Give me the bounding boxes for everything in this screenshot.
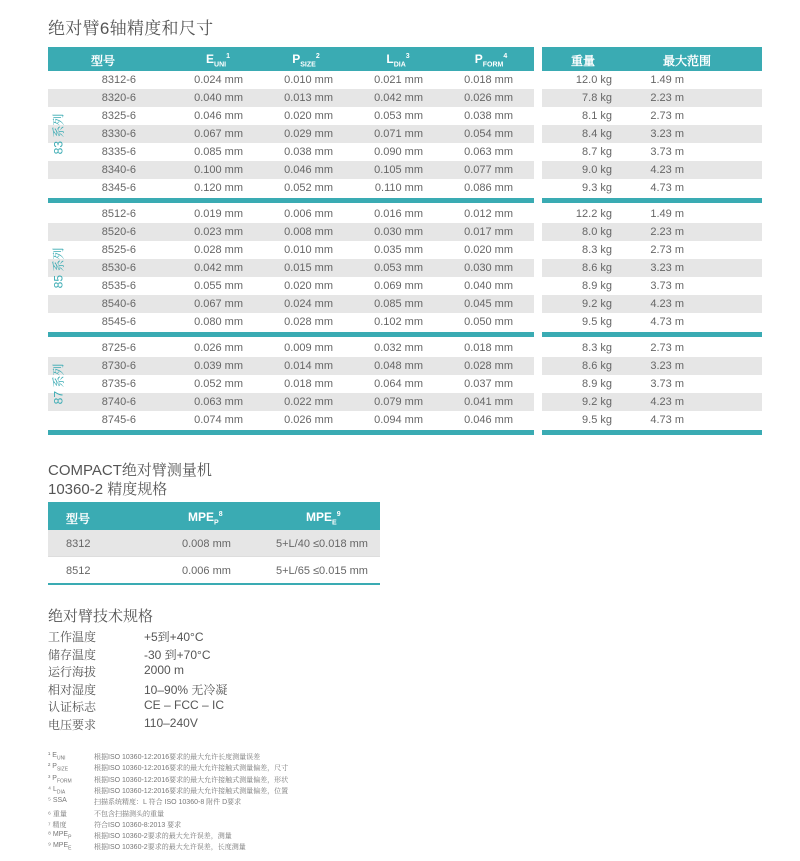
cell-ldia: 0.053 mm [374,110,423,122]
cell-ldia: 0.032 mm [374,342,423,354]
cell-euni: 0.067 mm [194,298,243,310]
compact-header-model: 型号 [66,512,91,526]
cell-psize: 0.018 mm [284,378,333,390]
cell-model: 8335-6 [101,146,136,158]
table-row [48,179,762,197]
cell-weight: 8.0 kg [582,226,612,238]
cell-euni: 0.085 mm [194,146,243,158]
footnote-key: ⁶ 重量 [48,810,67,818]
cell-psize: 0.010 mm [284,74,333,86]
cell-range: 4.73 m [650,414,684,426]
cell-psize: 0.020 mm [284,280,333,292]
cell-euni: 0.067 mm [194,128,243,140]
cell-euni: 0.046 mm [194,110,243,122]
cell-range: 4.23 m [650,396,684,408]
table-row [48,313,762,331]
cell-pform: 0.086 mm [464,182,513,194]
spec-row [48,681,348,697]
cell-ldia: 0.094 mm [374,414,423,426]
table-row [48,205,762,223]
table-row [48,375,762,393]
table-row [48,339,762,357]
cell-range: 3.73 m [650,146,684,158]
table-row [48,143,762,161]
cell-range: 4.23 m [650,298,684,310]
cell-euni: 0.042 mm [194,262,243,274]
group-divider-left [48,430,534,435]
cell-pform: 0.028 mm [464,360,513,372]
cell-weight: 12.0 kg [575,74,612,86]
spec-key: 运行海拔 [48,665,97,679]
cell-psize: 0.038 mm [284,146,333,158]
spec-row [48,646,348,662]
cell-pform: 0.017 mm [464,226,513,238]
footnote-text: 根据ISO 10360-12:2016要求的最大允许接触式测量偏差，尺寸 [94,765,289,773]
cell-euni: 0.039 mm [194,360,243,372]
spec-row [48,698,348,714]
cell-euni: 0.019 mm [194,208,243,220]
cell-ldia: 0.079 mm [374,396,423,408]
footnote [48,786,368,796]
series-label: 87 系列 [51,363,66,405]
compact-cell-mpee: 5+L/40 ≤0.018 mm [276,538,368,550]
cell-ldia: 0.021 mm [374,74,423,86]
cell-ldia: 0.042 mm [374,92,423,104]
cell-pform: 0.020 mm [464,244,513,256]
cell-weight: 9.2 kg [582,298,612,310]
spec-value: 2000 m [144,663,185,677]
cell-psize: 0.052 mm [284,182,333,194]
compact-cell-mpep: 0.008 mm [182,538,231,550]
cell-model: 8725-6 [101,342,136,354]
cell-model: 8740-6 [101,396,136,408]
cell-pform: 0.018 mm [464,342,513,354]
table-row [48,557,380,584]
footnote-key: ⁴ $L_{DIA}$ [48,785,66,796]
cell-model: 8530-6 [101,262,136,274]
cell-euni: 0.023 mm [194,226,243,238]
cell-model: 8540-6 [101,298,136,310]
cell-pform: 0.046 mm [464,414,513,426]
cell-model: 8730-6 [101,360,136,372]
cell-euni: 0.040 mm [194,92,243,104]
table-row [48,223,762,241]
header-pform: $P_{FORM}^4$ [474,52,508,69]
cell-weight: 8.6 kg [582,360,612,372]
series-label: 83 系列 [51,113,66,155]
table-header-right [542,47,762,71]
cell-ldia: 0.064 mm [374,378,423,390]
cell-psize: 0.006 mm [284,208,333,220]
cell-psize: 0.008 mm [284,226,333,238]
cell-euni: 0.100 mm [194,164,243,176]
header-range: 最大范围 [662,54,711,68]
cell-weight: 9.5 kg [582,414,612,426]
cell-euni: 0.074 mm [194,414,243,426]
footnote-text: 符合ISO 10360-8:2013 要求 [94,821,182,829]
cell-pform: 0.012 mm [464,208,513,220]
cell-range: 3.23 m [650,128,684,140]
cell-pform: 0.018 mm [464,74,513,86]
footnote [48,842,368,852]
cell-pform: 0.050 mm [464,316,513,328]
footnote [48,797,368,807]
footnote [48,809,368,819]
table-row [48,295,762,313]
footnote-text: 不包含扫描测头的重量 [94,810,164,818]
cell-pform: 0.077 mm [464,164,513,176]
spec-value: -30 到+70°C [144,647,211,662]
cell-weight: 8.3 kg [582,342,612,354]
footnote-key: ³ $P_{FORM}$ [48,774,72,784]
cell-model: 8345-6 [101,182,136,194]
cell-range: 4.73 m [650,182,684,194]
cell-model: 8520-6 [101,226,136,238]
cell-weight: 12.2 kg [575,208,612,220]
cell-model: 8512-6 [101,208,136,220]
cell-euni: 0.080 mm [194,316,243,328]
header-euni: $E_{UNI}^1$ [206,52,230,69]
footnote-key: ⁸ $MPE_P$ [48,831,72,841]
header-psize: $P_{SIZE}^2$ [292,52,320,69]
cell-euni: 0.120 mm [194,182,243,194]
cell-ldia: 0.105 mm [374,164,423,176]
table-row [48,357,762,375]
footnote-key: ⁷ 精度 [48,821,67,829]
compact-table-bottom-rule [48,583,380,585]
cell-psize: 0.014 mm [284,360,333,372]
compact-title-line2: 10360-2 精度规格 [48,481,168,498]
spec-value: CE – FCC – IC [144,698,225,712]
table-row [48,241,762,259]
compact-cell-model: 8512 [66,565,91,577]
cell-range: 2.73 m [650,342,684,354]
cell-pform: 0.063 mm [464,146,513,158]
table-header-left [48,47,534,71]
group-divider-left [48,198,534,203]
compact-table-header [48,502,380,530]
cell-weight: 8.9 kg [582,378,612,390]
spec-row [48,663,348,679]
cell-psize: 0.013 mm [284,92,333,104]
footnote [48,763,368,773]
cell-model: 8340-6 [101,164,136,176]
cell-model: 8535-6 [101,280,136,292]
cell-pform: 0.054 mm [464,128,513,140]
cell-range: 2.73 m [650,244,684,256]
table-row [48,259,762,277]
footnote-text: 扫描系统精度：L 符合 ISO 10360-8 附件 D要求 [94,799,242,807]
table-row [48,530,380,557]
cell-ldia: 0.048 mm [374,360,423,372]
table-row [48,71,762,89]
compact-header-mpep: $MPE_P^8$ [188,510,223,527]
group-divider-right [542,430,762,435]
cell-weight: 8.6 kg [582,262,612,274]
footnote-text: 根据ISO 10360-12:2016要求的最大允许长度测量误差 [94,754,261,761]
compact-title-line1: COMPACT绝对臂测量机 [48,462,212,479]
cell-ldia: 0.035 mm [374,244,423,256]
group-divider-right [542,332,762,337]
footnote-key: ² $P_{SIZE}$ [48,763,69,773]
cell-psize: 0.015 mm [284,262,333,274]
spec-row [48,716,348,732]
cell-model: 8735-6 [101,378,136,390]
spec-key: 认证标志 [48,700,97,714]
cell-range: 4.23 m [650,164,684,176]
cell-euni: 0.026 mm [194,342,243,354]
cell-model: 8745-6 [101,414,136,426]
cell-range: 2.73 m [650,110,684,122]
cell-weight: 8.7 kg [582,146,612,158]
cell-euni: 0.052 mm [194,378,243,390]
specs-title: 绝对臂技术规格 [48,608,154,625]
cell-range: 1.49 m [650,208,684,220]
cell-weight: 9.3 kg [582,182,612,194]
table-row [48,393,762,411]
cell-model: 8525-6 [101,244,136,256]
cell-range: 3.23 m [650,262,684,274]
cell-pform: 0.026 mm [464,92,513,104]
cell-pform: 0.045 mm [464,298,513,310]
footnote [48,752,368,762]
cell-pform: 0.041 mm [464,396,513,408]
spec-value: 110–240V [144,715,198,730]
footnote-key: ⁹ $MPE_E$ [48,842,72,852]
cell-psize: 0.046 mm [284,164,333,176]
footnote [48,775,368,785]
footnote [48,820,368,830]
cell-psize: 0.026 mm [284,414,333,426]
spec-key: 相对湿度 [48,682,97,697]
cell-model: 8325-6 [101,110,136,122]
table-row [48,277,762,295]
spec-key: 工作温度 [48,630,97,644]
cell-model: 8545-6 [101,316,136,328]
cell-model: 8312-6 [101,74,136,86]
header-ldia: $L_{DIA}^3$ [386,52,410,69]
header-model: 型号 [90,54,115,68]
footnote-key: ⁵ SSA [48,797,67,805]
cell-pform: 0.040 mm [464,280,513,292]
cell-range: 2.23 m [650,226,684,238]
cell-psize: 0.010 mm [284,244,333,256]
cell-ldia: 0.102 mm [374,316,423,328]
cell-ldia: 0.090 mm [374,146,423,158]
cell-ldia: 0.053 mm [374,262,423,274]
cell-euni: 0.028 mm [194,244,243,256]
cell-model: 8320-6 [101,92,136,104]
spec-key: 电压要求 [48,717,97,732]
cell-ldia: 0.085 mm [374,298,423,310]
cell-psize: 0.022 mm [284,396,333,408]
compact-cell-model: 8312 [66,538,91,550]
table-row [48,411,762,429]
cell-pform: 0.030 mm [464,262,513,274]
page-title: 绝对臂6轴精度和尺寸 [48,19,214,38]
cell-ldia: 0.030 mm [374,226,423,238]
table-row [48,89,762,107]
footnote-text: 根据ISO 10360-12:2016要求的最大允许接触式测量偏差，位置 [94,787,289,795]
compact-header-mpee: $MPE_E^9$ [306,510,341,527]
cell-weight: 7.8 kg [582,92,612,104]
group-divider-right [542,198,762,203]
table-row [48,107,762,125]
footnote-key: ¹ $E_{UNI}$ [48,752,66,762]
cell-psize: 0.020 mm [284,110,333,122]
cell-weight: 8.9 kg [582,280,612,292]
table-row [48,125,762,143]
cell-weight: 9.0 kg [582,164,612,176]
spec-value: +5到+40°C [144,630,204,644]
cell-weight: 9.5 kg [582,316,612,328]
footnote [48,831,368,841]
footnote-text: 根据ISO 10360-12:2016要求的最大允许接触式测量偏差，形状 [94,776,289,784]
cell-euni: 0.024 mm [194,74,243,86]
series-label: 85 系列 [51,247,66,289]
cell-euni: 0.055 mm [194,280,243,292]
cell-psize: 0.029 mm [284,128,333,140]
header-weight: 重量 [570,54,595,68]
cell-ldia: 0.069 mm [374,280,423,292]
cell-model: 8330-6 [101,128,136,140]
footnote-text: 根据ISO 10360-2要求的最大允许误差，长度测量 [94,844,246,852]
cell-weight: 8.3 kg [582,244,612,256]
spec-value: 10–90% 无冷凝 [144,682,228,697]
compact-cell-mpee: 5+L/65 ≤0.015 mm [276,565,368,577]
cell-pform: 0.037 mm [464,378,513,390]
cell-ldia: 0.071 mm [374,128,423,140]
cell-range: 2.23 m [650,92,684,104]
cell-range: 3.23 m [650,360,684,372]
spec-row [48,628,348,644]
spec-key: 储存温度 [48,647,97,662]
cell-range: 1.49 m [650,74,684,86]
cell-weight: 8.4 kg [582,128,612,140]
cell-ldia: 0.110 mm [374,182,423,194]
group-divider-left [48,332,534,337]
cell-range: 3.73 m [650,280,684,292]
footnote-text: 根据ISO 10360-2要求的最大允许误差，测量 [94,833,232,841]
cell-weight: 9.2 kg [582,396,612,408]
cell-psize: 0.028 mm [284,316,333,328]
cell-euni: 0.063 mm [194,396,243,408]
cell-psize: 0.024 mm [284,298,333,310]
cell-range: 4.73 m [650,316,684,328]
cell-pform: 0.038 mm [464,110,513,122]
cell-ldia: 0.016 mm [374,208,423,220]
cell-psize: 0.009 mm [284,342,333,354]
compact-cell-mpep: 0.006 mm [182,565,231,577]
table-row [48,161,762,179]
cell-range: 3.73 m [650,378,684,390]
cell-weight: 8.1 kg [582,110,612,122]
